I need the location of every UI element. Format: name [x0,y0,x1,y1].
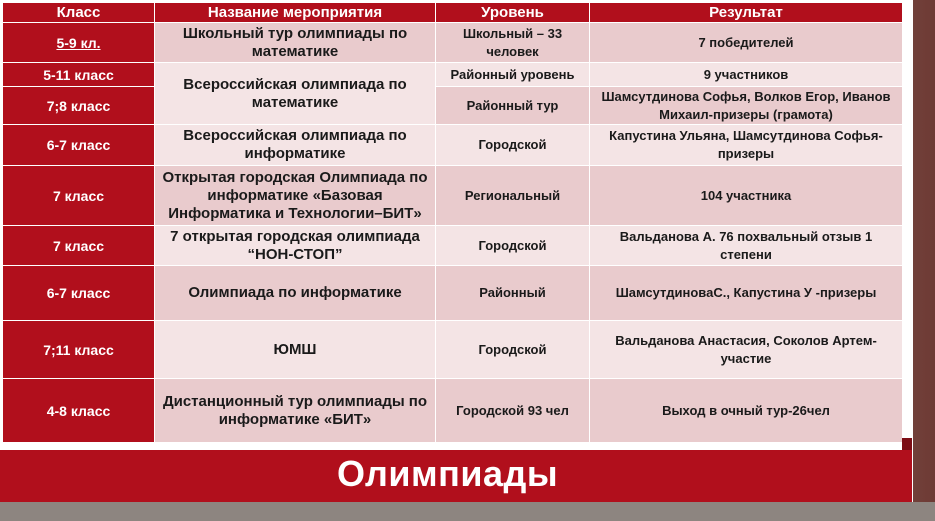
level-cell: Районный тур [436,87,590,125]
table-row [3,226,903,266]
level-cell: Городской [436,321,590,379]
level-cell: Районный [436,266,590,321]
event-cell: Всероссийская олимпиада по математике [155,63,436,125]
table-row [3,125,903,166]
result-cell: 7 победителей [590,23,903,63]
result-cell: 9 участников [590,63,903,87]
event-cell: Дистанционный тур олимпиады по информатике «БИТ» [155,379,436,443]
table-row [3,63,903,87]
header-level: Уровень [436,3,590,23]
table-row [3,23,903,63]
level-cell: Региональный [436,166,590,226]
event-cell: ЮМШ [155,321,436,379]
table-row [3,166,903,226]
header-result: Результат [590,3,903,23]
class-cell: 7;8 класс [3,87,155,125]
event-cell: 7 открытая городская олимпиада “НОН-СТОП” [155,226,436,266]
result-cell: Выход в очный тур-26чел [590,379,903,443]
header-row [3,3,903,23]
table-row [3,266,903,321]
header-event: Название мероприятия [155,3,436,23]
class-cell: 6-7 класс [3,266,155,321]
event-cell: Всероссийская олимпиада по информатике [155,125,436,166]
class-cell: 7;11 класс [3,321,155,379]
class-cell: 6-7 класс [3,125,155,166]
level-cell: Городской [436,125,590,166]
level-cell: Районный уровень [436,63,590,87]
class-cell: 7 класс [3,226,155,266]
slide-title: Олимпиады [337,453,559,494]
result-cell: Капустина Ульяна, Шамсутдинова Софья-призеры [590,125,903,166]
result-cell: Вальданова А. 76 похвальный отзыв 1 степени [590,226,903,266]
result-cell: 104 участника [590,166,903,226]
olympiads-table [2,2,903,443]
event-cell: Школьный тур олимпиады по математике [155,23,436,63]
event-cell: Открытая городская Олимпиада по информатике «Базовая Информатика и Технологии–БИТ» [155,166,436,226]
bottom-strip [0,502,935,521]
header-class: Класс [3,3,155,23]
class-cell: 4-8 класс [3,379,155,443]
result-cell: Вальданова Анастасия, Соколов Артем- участие [590,321,903,379]
level-cell: Городской [436,226,590,266]
result-cell: ШамсутдиноваС., Капустина У -призеры [590,266,903,321]
class-cell: 5-9 кл. [3,23,155,63]
table-row [3,321,903,379]
level-cell: Школьный – 33 человек [436,23,590,63]
table-row [3,87,903,125]
class-cell: 5-11 класс [3,63,155,87]
level-cell: Городской 93 чел [436,379,590,443]
table-row [3,379,903,443]
class-cell: 7 класс [3,166,155,226]
result-cell: Шамсутдинова Софья, Волков Егор, Иванов Михаил-призеры (грамота) [590,87,903,125]
event-cell: Олимпиада по информатике [155,266,436,321]
